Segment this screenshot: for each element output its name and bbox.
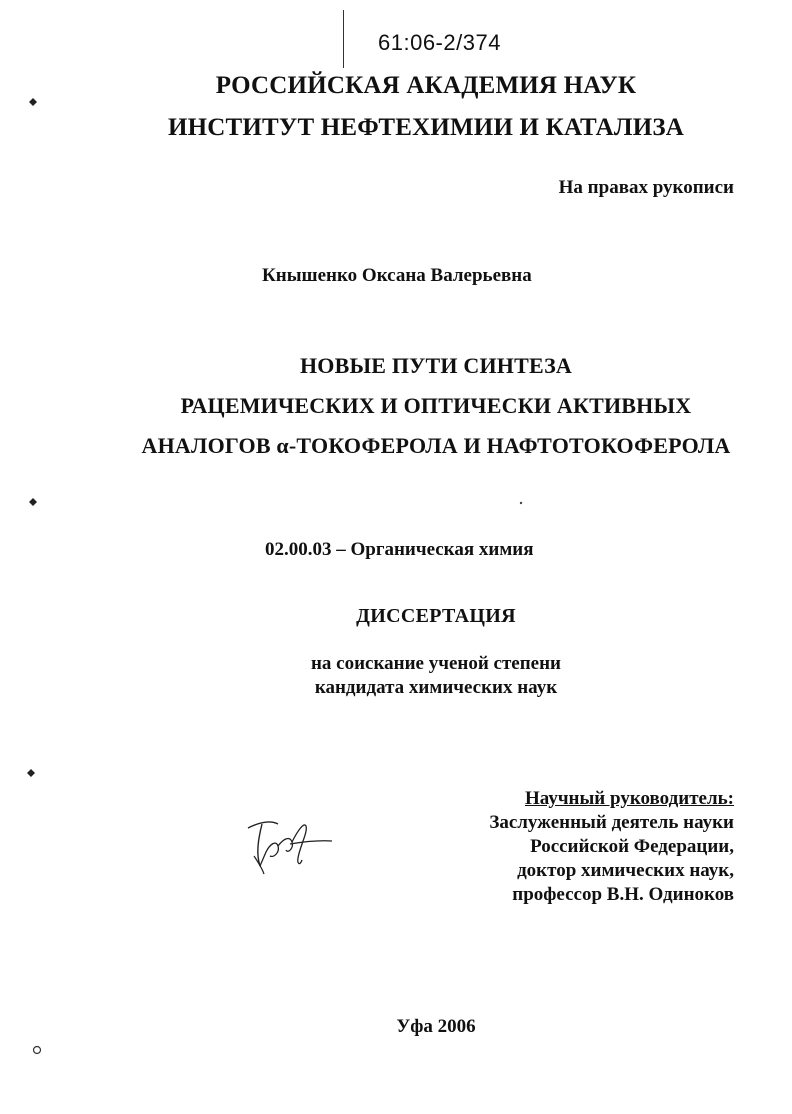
scan-fold-line — [343, 10, 344, 68]
thesis-title-line-3: АНАЛОГОВ α-ТОКОФЕРОЛА И НАФТОТОКОФЕРОЛА — [141, 433, 731, 458]
author-name: Кнышенко Оксана Валерьевна — [262, 265, 532, 286]
specialty-code: 02.00.03 – Органическая химия — [265, 539, 534, 560]
supervisor-block — [489, 787, 734, 907]
academy-name: РОССИЙСКАЯ АКАДЕМИЯ НАУК — [215, 72, 637, 99]
city-year: Уфа 2006 — [396, 1016, 476, 1037]
degree-line-1: на соискание ученой степени — [310, 653, 561, 674]
document-type: ДИССЕРТАЦИЯ — [356, 605, 516, 627]
manuscript-note: На правах рукописи — [558, 177, 734, 198]
supervisor-line-1: Заслуженный деятель науки — [489, 812, 734, 833]
scan-speck-icon — [519, 501, 523, 505]
binding-hole-mark-icon — [28, 497, 38, 507]
supervisor-heading: Научный руководитель: — [525, 788, 734, 809]
supervisor-line-3: доктор химических наук, — [517, 860, 734, 881]
degree-line-2: кандидата химических наук — [314, 677, 558, 698]
institute-name: ИНСТИТУТ НЕФТЕХИМИИ И КАТАЛИЗА — [167, 114, 685, 141]
supervisor-line-2: Российской Федерации, — [530, 836, 734, 857]
supervisor-line-4: профессор В.Н. Одиноков — [512, 884, 734, 905]
archive-code: 61:06-2/374 — [378, 30, 501, 55]
thesis-title-line-2: РАЦЕМИЧЕСКИХ И ОПТИЧЕСКИ АКТИВНЫХ — [180, 393, 692, 418]
binding-hole-mark-icon — [32, 1045, 42, 1055]
binding-hole-mark-icon — [26, 768, 36, 778]
signature-icon — [240, 810, 340, 880]
thesis-title-line-1: НОВЫЕ ПУТИ СИНТЕЗА — [299, 353, 573, 378]
binding-hole-mark-icon — [28, 97, 38, 107]
